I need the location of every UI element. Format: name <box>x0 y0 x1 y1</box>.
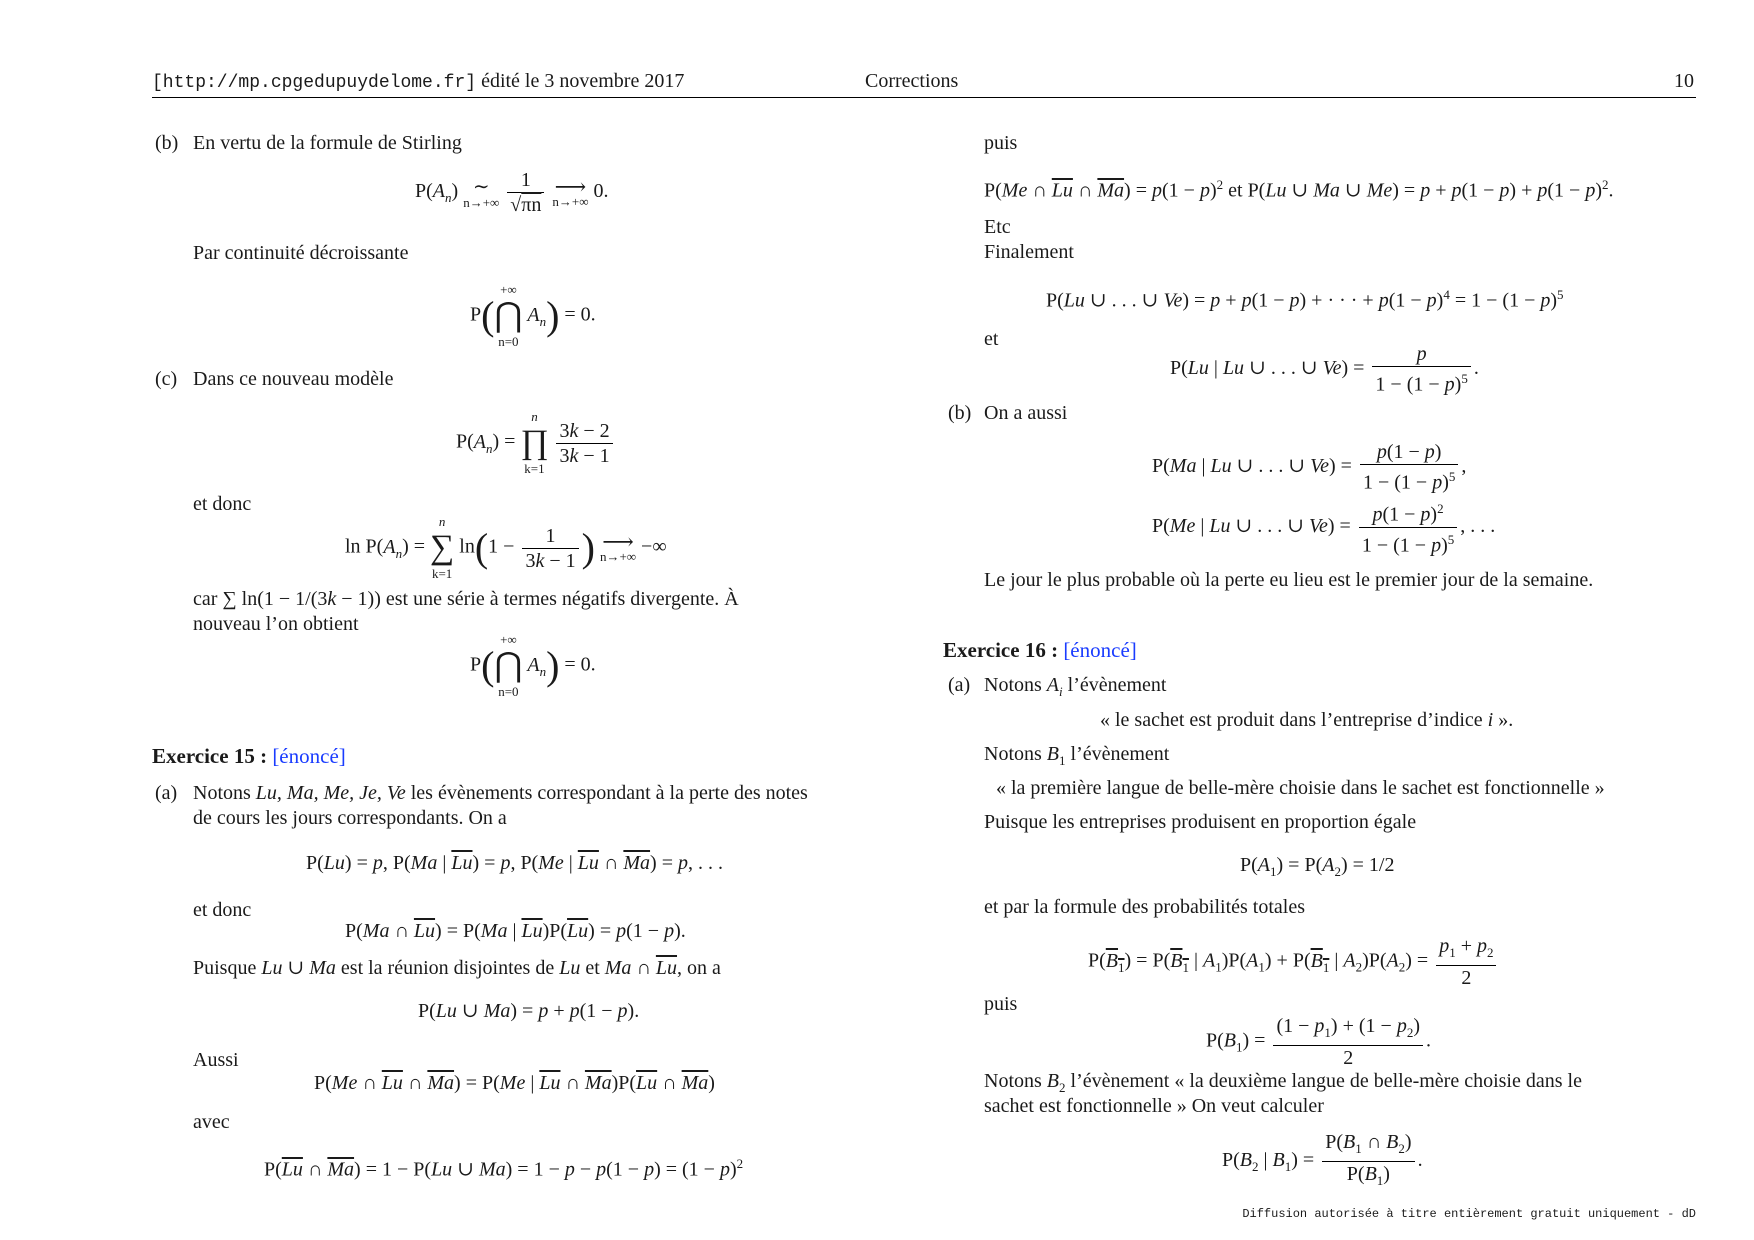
left-a-notons: Notons <box>193 782 251 804</box>
header-edited: édité le 3 novembre 2017 <box>481 70 685 92</box>
right-conclusion: Le jour le plus probable où la perte eu lieu est le premier jour de la semaine. <box>984 569 1594 591</box>
right-et-2: et <box>984 328 999 350</box>
left-a-donc: et donc <box>193 899 252 921</box>
right-puis-2: puis <box>984 993 1018 1015</box>
right-notons-b2-3: sachet est fonctionnelle » On veut calculer <box>984 1095 1324 1117</box>
right-notons-ai: Notons $A_i$ l’évènement <box>984 674 1167 699</box>
equation-ma-given: P(Ma | Lu ∪ . . . ∪ Ve) = $\frac{p(1 - p)}{1 - (1 - p)^5}$ , <box>1152 441 1467 494</box>
right-finalement: Finalement <box>984 241 1074 263</box>
left-c-car: car ∑ ln(1 − 1/(3k − 1)) est une série à termes négatifs divergente. À <box>193 588 739 610</box>
equation-b2-given-b1: $P(B_2$ | $B_1$) = $\frac{P(B_1 \cap B_2)}{P(B_1)}$ . <box>1222 1131 1423 1188</box>
right-notons-b1-2: l’évènement <box>1070 743 1170 765</box>
left-b-intro: En vertu de la formule de Stirling <box>193 132 462 154</box>
left-a-puisque-3: et <box>585 957 600 979</box>
header-page-number: 10 <box>1674 70 1694 92</box>
exercise-15-heading <box>152 744 346 769</box>
right-formule: et par la formule des probabilités totales <box>984 896 1306 918</box>
equation-me-given: P(Me | Lu ∪ . . . ∪ Ve) = $\frac{p(1 - p)^2}{1 - (1 - p)^5}$ , . . . <box>1152 497 1495 557</box>
exercise-16-heading <box>943 638 1137 663</box>
equation-total-prob: $P(B_1) = P(B_1$ | $A_1)P(A_1) + P(B_1$ | $A_2)P(A_2)$ = $\frac{p_1 + p_2}{2}$ <box>1088 934 1499 990</box>
equation-right-me: P(Me ∩ $\overline{Lu}$ ∩ $\overline{Ma}) = p(1 - p)^2$ et P(Lu ∪ Ma ∪ $Me) = p + p(1 - p) + p(1 - p)^2$. <box>984 177 1614 202</box>
left-a-puisque: Puisque Lu ∪ Ma est la réunion disjointes de Lu et Ma ∩ $\overline{Lu}$, on a <box>193 957 721 979</box>
right-a-label: (a) <box>948 674 971 696</box>
right-notons-ai-1: Notons <box>984 674 1042 696</box>
equation-lu-cup-ma: P(Lu ∪ Ma) = p + p(1 − p). <box>418 1000 640 1022</box>
equation-union-all: P(Lu ∪ . . . ∪ Ve) = p + p(1 − p) + · · · + $p(1 - p)^4 = 1 - (1 - p)^5$ <box>1046 287 1564 312</box>
left-a-puisque-2: est la réunion disjointes de <box>340 957 555 979</box>
equation-a1-a2: $P(A_1) = P(A_2) = 1/2$ <box>1240 854 1395 879</box>
right-puisque: Puisque les entreprises produisent en proportion égale <box>984 811 1417 833</box>
right-notons-b1-1: Notons <box>984 743 1042 765</box>
equation-log-sum: $\ln P(A_n)$ = n ∑ k=1 ln(1 − $\frac{1}{3k - 1}$ ) ⟶ n→+∞ −∞ <box>345 514 667 581</box>
right-notons-b1: Notons $B_1$ l’évènement <box>984 743 1170 768</box>
equation-intersection-2: P( +∞ ⋂ n=0 $A_n) = 0$. <box>470 632 596 699</box>
equation-lu-given: P(Lu | Lu ∪ . . . ∪ Ve) = $\frac{p}{1 - (1 - p)^5}$ . <box>1170 343 1479 396</box>
equation-me-cap: P(Me ∩ $\overline{Lu}$ ∩ $\overline{Ma}) = P(Me$ | $\overline{Lu}$ ∩ $\overline{Ma})P(\overline{Lu}$ ∩ $\overline{Ma}$) <box>314 1072 715 1094</box>
left-a-intro-2: de cours les jours correspondants. On a <box>193 807 507 829</box>
right-etc: Etc <box>984 216 1011 238</box>
equation-product: $P(A_n)$ = n ∏ k=1 $\frac{3k - 2}{3k - 1}$ <box>456 410 616 476</box>
left-a-aussi: Aussi <box>193 1049 239 1071</box>
right-b-intro: On a aussi <box>984 402 1068 424</box>
left-b-label: (b) <box>155 132 179 154</box>
left-c-label: (c) <box>155 368 178 390</box>
header-section: Corrections <box>865 70 959 92</box>
header-rule <box>152 97 1696 98</box>
equation-stirling: $P(A_n)$ ∼ n→+∞ $\frac{1}{√\pi n}$ ⟶ n→+∞ 0. <box>415 169 609 216</box>
right-quote-1-text: « le sachet est produit dans l’entreprise d’indice <box>1100 709 1483 731</box>
exercise-16-title: Exercice 16 : <box>943 638 1059 662</box>
right-et-word: et <box>1228 179 1243 202</box>
right-quote-1: « le sachet est produit dans l’entreprise d’indice i ». <box>1100 709 1514 731</box>
exercise-15-link[interactable]: [énoncé] <box>272 744 346 768</box>
footer: Diffusion autorisée à titre entièrement gratuit uniquement - dD <box>1242 1207 1696 1221</box>
right-notons-ai-2: l’évènement <box>1067 674 1167 696</box>
left-c-donc: et donc <box>193 493 252 515</box>
right-quote-2: « la première langue de belle-mère choisie dans le sachet est fonctionnelle » <box>996 777 1605 799</box>
left-b-continuity: Par continuité décroissante <box>193 242 409 264</box>
exercise-15-title: Exercice 15 : <box>152 744 268 768</box>
equation-ma-cap-lu: P(Ma ∩ $\overline{Lu}) = P(Ma$ | $\overline{Lu})P(\overline{Lu}) = p(1 - p)$. <box>345 920 686 942</box>
left-a-intro-text: les évènements correspondant à la perte des notes <box>410 782 808 804</box>
right-quote-1-end: ». <box>1498 709 1514 731</box>
equation-lu-ma-me: P(Lu) = p, P(Ma | $\overline{Lu}) = p$, P(Me | $\overline{Lu}$ ∩ $\overline{Ma}) = p$, . . . <box>306 852 723 874</box>
left-c-nouveau: nouveau l’on obtient <box>193 613 359 635</box>
left-a-puisque-1: Puisque <box>193 957 257 979</box>
left-a-avec: avec <box>193 1111 230 1133</box>
right-notons-b2: Notons $B_2$ l’évènement « la deuxième langue de belle-mère choisie dans le <box>984 1070 1582 1095</box>
equation-b1: $P(B_1)$ = $\frac{(1 - p_1) + (1 - p_2)}{2}$ . <box>1206 1015 1431 1069</box>
right-puis-1: puis <box>984 132 1018 154</box>
header <box>152 70 684 93</box>
left-c-intro: Dans ce nouveau modèle <box>193 368 394 390</box>
left-a-puisque-4: , on a <box>677 957 721 979</box>
equation-complement: $P(\overline{Lu}$ ∩ $\overline{Ma}) = 1 - P(Lu$ ∪ $Ma) = 1 - p - p(1 - p) = (1 - p)^2$ <box>264 1156 744 1181</box>
header-url[interactable]: [http://mp.cpgedupuydelome.fr] <box>152 73 477 93</box>
right-b-label: (b) <box>948 402 972 424</box>
equation-intersection-1: P( +∞ ⋂ n=0 $A_n) = 0$. <box>470 282 596 349</box>
exercise-16-link[interactable]: [énoncé] <box>1063 638 1137 662</box>
left-a-intro: Notons Lu, Ma, Me, Je, Ve les évènements correspondant à la perte des notes <box>193 782 808 804</box>
left-a-label: (a) <box>155 782 178 804</box>
right-notons-b2-2: l’évènement « la deuxième langue de belle-mère choisie dans le <box>1070 1070 1582 1092</box>
left-c-car-text: est une série à termes négatifs divergente. À <box>385 588 739 610</box>
right-notons-b2-1: Notons <box>984 1070 1042 1092</box>
